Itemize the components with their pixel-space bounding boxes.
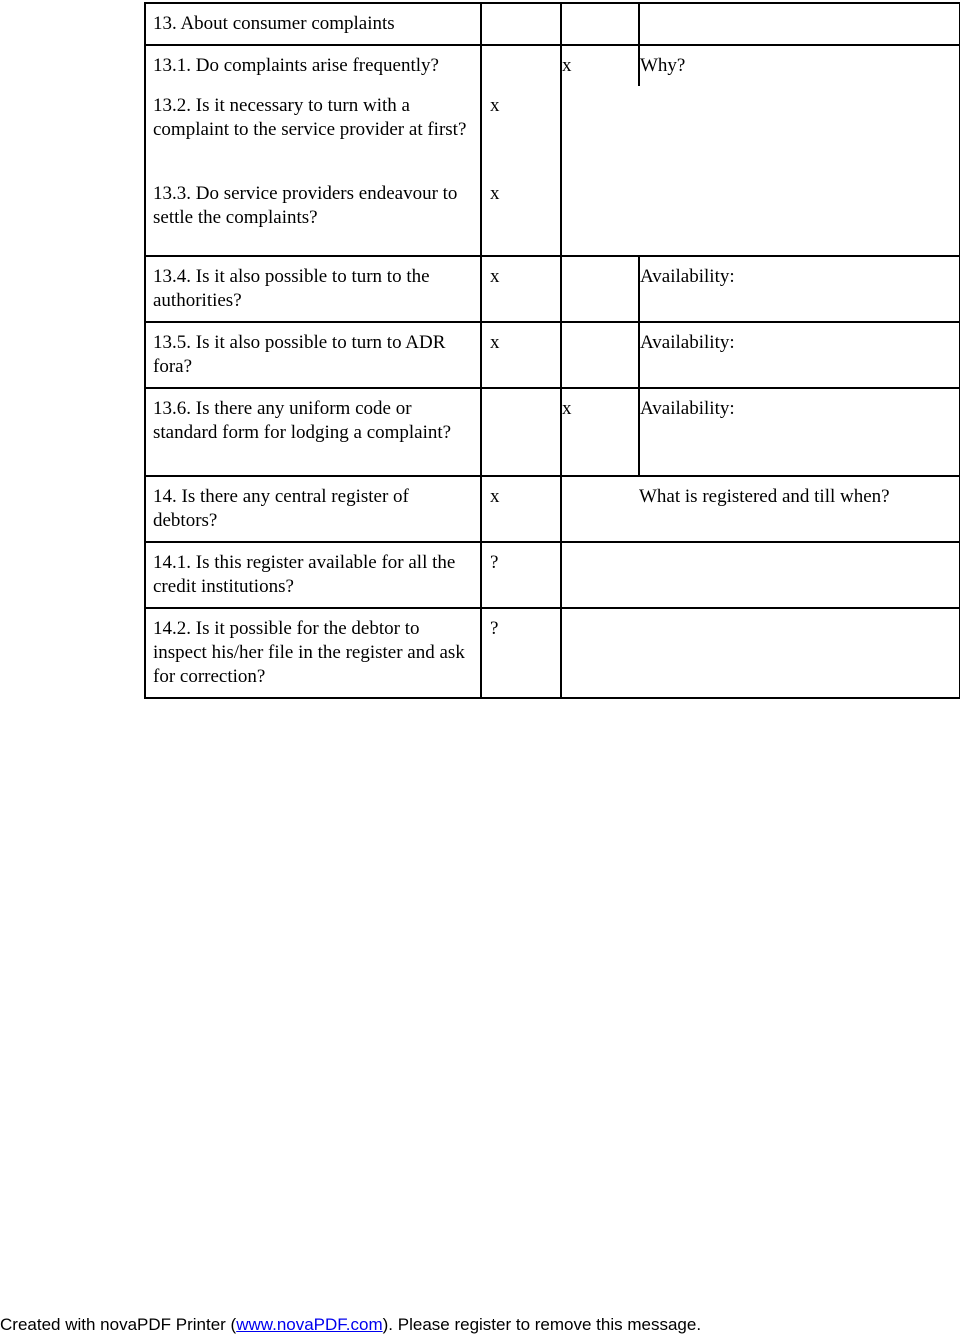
no-cell bbox=[561, 256, 639, 322]
footer-link[interactable]: www.novaPDF.com bbox=[236, 1315, 383, 1334]
no-cell: x bbox=[561, 388, 639, 476]
note-cell bbox=[639, 3, 960, 45]
table-row bbox=[145, 256, 960, 322]
footer-prefix: Created with novaPDF Printer ( bbox=[0, 1315, 237, 1334]
yes-cell bbox=[481, 45, 561, 86]
note-cell: Why? bbox=[639, 45, 960, 86]
yes-cell: x bbox=[481, 256, 561, 322]
question-cell: 14.2. Is it possible for the debtor to inspect his/her file in the register and ask for correction? bbox=[145, 608, 481, 698]
note-cell bbox=[639, 608, 960, 698]
no-cell bbox=[561, 3, 639, 45]
table-row bbox=[145, 86, 960, 174]
questionnaire-table bbox=[144, 2, 960, 699]
no-cell bbox=[561, 476, 639, 542]
yes-cell: x bbox=[481, 86, 561, 174]
table-row bbox=[145, 45, 960, 86]
question-cell: 13.5. Is it also possible to turn to ADR fora? bbox=[145, 322, 481, 388]
note-cell bbox=[639, 542, 960, 608]
no-cell bbox=[561, 542, 639, 608]
table-row bbox=[145, 476, 960, 542]
table-row bbox=[145, 608, 960, 698]
no-cell bbox=[561, 86, 639, 174]
note-cell bbox=[639, 174, 960, 256]
question-cell: 13. About consumer complaints bbox=[145, 3, 481, 45]
table-row bbox=[145, 322, 960, 388]
no-cell bbox=[561, 174, 639, 256]
question-cell: 13.2. Is it necessary to turn with a complaint to the service provider at first? bbox=[145, 86, 481, 174]
no-cell bbox=[561, 322, 639, 388]
question-cell: 14. Is there any central register of debtors? bbox=[145, 476, 481, 542]
note-cell: Availability: bbox=[639, 322, 960, 388]
yes-cell bbox=[481, 3, 561, 45]
table-row bbox=[145, 542, 960, 608]
note-cell: What is registered and till when? bbox=[639, 476, 960, 542]
question-cell: 13.6. Is there any uniform code or standard form for lodging a complaint? bbox=[145, 388, 481, 476]
yes-cell bbox=[481, 388, 561, 476]
yes-cell: x bbox=[481, 476, 561, 542]
no-cell: x bbox=[561, 45, 639, 86]
note-cell: Availability: bbox=[639, 256, 960, 322]
yes-cell: x bbox=[481, 174, 561, 256]
yes-cell: ? bbox=[481, 608, 561, 698]
footer-suffix: ). Please register to remove this message. bbox=[382, 1315, 702, 1334]
table-row bbox=[145, 174, 960, 256]
question-cell: 13.1. Do complaints arise frequently? bbox=[145, 45, 481, 86]
table-row bbox=[145, 3, 960, 45]
table-row bbox=[145, 388, 960, 476]
question-cell: 14.1. Is this register available for all the credit institutions? bbox=[145, 542, 481, 608]
question-cell: 13.3. Do service providers endeavour to settle the complaints? bbox=[145, 174, 481, 256]
note-cell: Availability: bbox=[639, 388, 960, 476]
yes-cell: ? bbox=[481, 542, 561, 608]
watermark-footer bbox=[0, 1314, 960, 1336]
no-cell bbox=[561, 608, 639, 698]
question-cell: 13.4. Is it also possible to turn to the authorities? bbox=[145, 256, 481, 322]
note-cell bbox=[639, 86, 960, 174]
yes-cell: x bbox=[481, 322, 561, 388]
